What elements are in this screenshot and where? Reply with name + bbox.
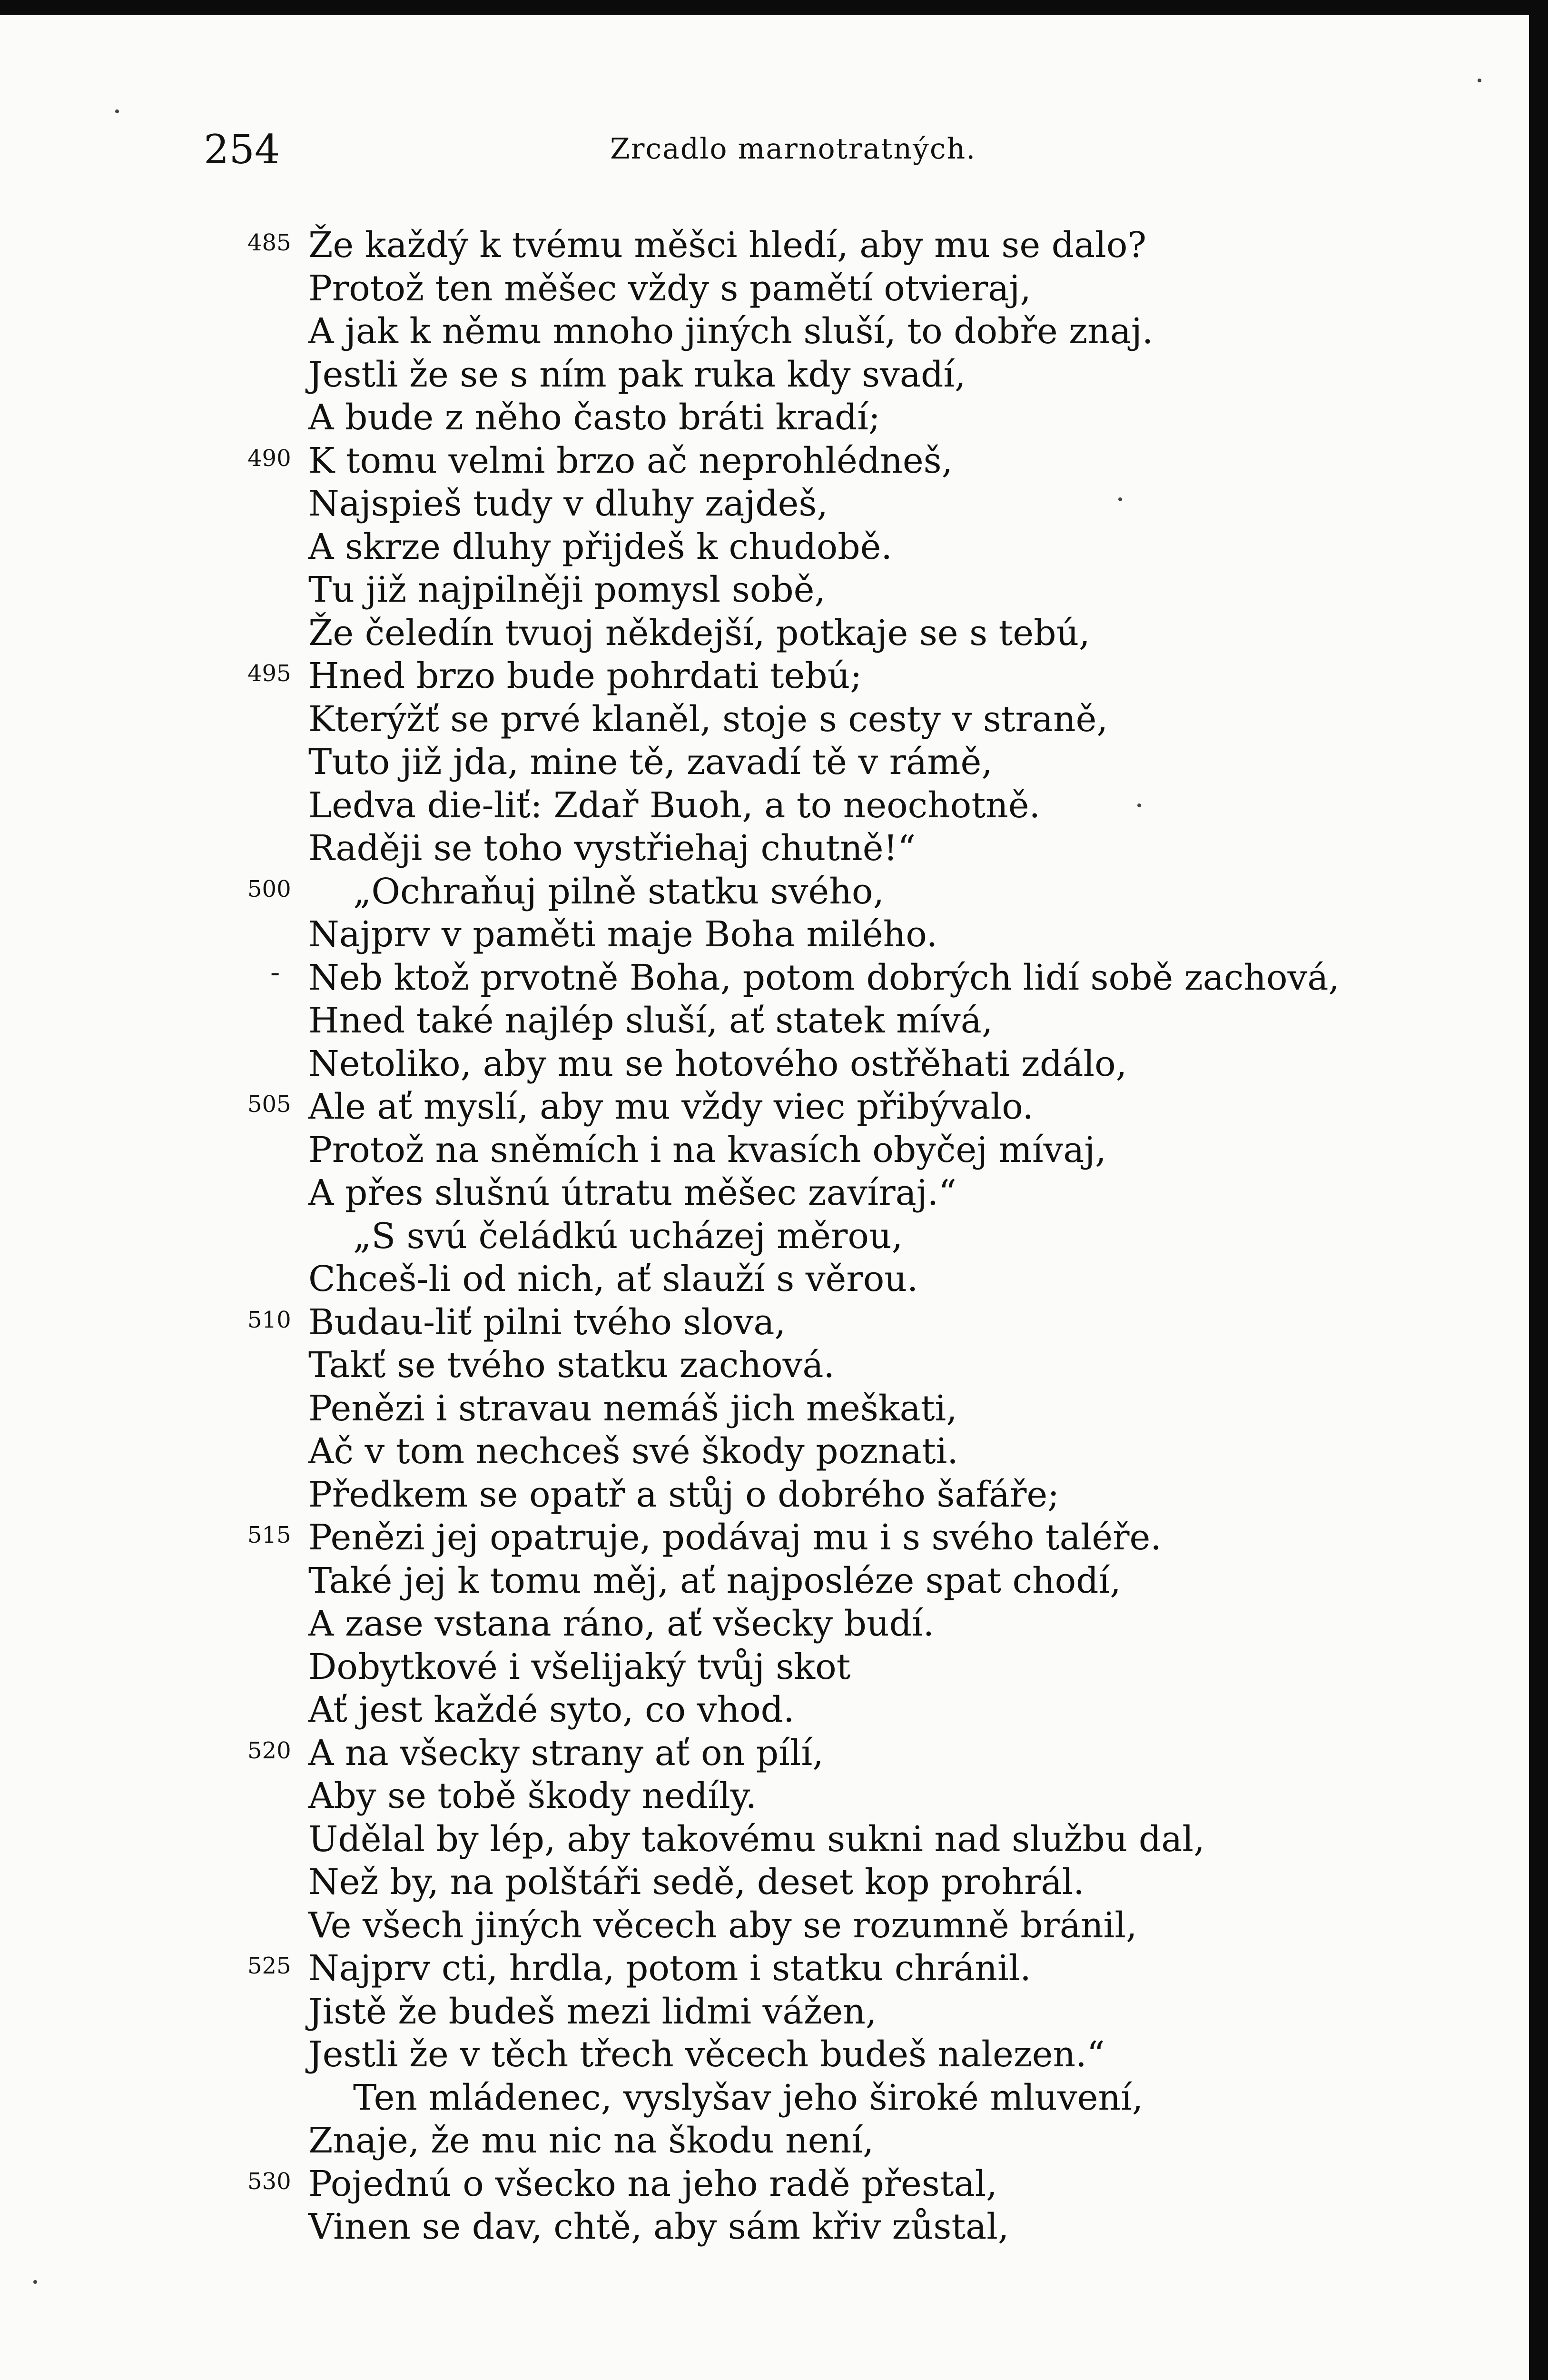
verse-line bbox=[0, 1688, 1548, 1732]
verse-line bbox=[0, 526, 1548, 569]
verse-line bbox=[0, 2076, 1548, 2120]
verse-text: Znaje, že mu nic na škodu není, bbox=[308, 2120, 874, 2161]
paper-speck bbox=[115, 109, 119, 113]
verse-text: A bude z něho často bráti kradí; bbox=[308, 397, 880, 438]
verse-line bbox=[0, 1387, 1548, 1430]
verse-text: Že čeledín tvuoj někdejší, potkaje se s tebú, bbox=[308, 612, 1090, 654]
verse-text: „Ochraňuj pilně statku svého, bbox=[353, 871, 884, 912]
verse-line bbox=[0, 1732, 1548, 1775]
verse-text: „S svú čeládkú ucházej měrou, bbox=[353, 1215, 903, 1257]
line-marker: - bbox=[270, 955, 280, 989]
verse-text: Penězi jej opatruje, podávaj mu i s svého taléře. bbox=[308, 1517, 1162, 1558]
verse-text: Protož ten měšec vždy s pamětí otvieraj, bbox=[308, 268, 1031, 309]
verse-text: Jestli že v těch třech věcech budeš nalezen.“ bbox=[308, 2034, 1105, 2075]
verse-text: A zase vstana ráno, ať všecky budí. bbox=[308, 1603, 935, 1644]
verse-line bbox=[0, 1775, 1548, 1818]
verse-line bbox=[0, 267, 1548, 310]
verse-text: Takť se tvého statku zachová. bbox=[308, 1345, 835, 1386]
verse-text: A na všecky strany ať on pílí, bbox=[308, 1732, 824, 1774]
verse-line bbox=[0, 224, 1548, 267]
verse-text: Najspieš tudy v dluhy zajdeš, bbox=[308, 483, 828, 524]
verse-text: Než by, na polštáři sedě, deset kop prohrál. bbox=[308, 1862, 1085, 1903]
line-number: 505 bbox=[247, 1091, 291, 1118]
verse-text: Ten mládenec, vyslyšav jeho široké mluvení, bbox=[353, 2077, 1144, 2118]
verse-text: Pojednú o všecko na jeho radě přestal, bbox=[308, 2163, 997, 2204]
verse-line bbox=[0, 870, 1548, 913]
verse-text: Aby se tobě škody nedíly. bbox=[308, 1775, 757, 1816]
verse-line bbox=[0, 741, 1548, 784]
verse-text: Ledva die-liť: Zdař Buoh, a to neochotně. bbox=[308, 784, 1041, 826]
verse-text: A skrze dluhy přijdeš k chudobě. bbox=[308, 526, 892, 567]
verse-text: Jestli že se s ním pak ruka kdy svadí, bbox=[308, 354, 966, 395]
verse-line bbox=[0, 1818, 1548, 1861]
line-number: 510 bbox=[247, 1306, 291, 1333]
verse-line bbox=[0, 1430, 1548, 1473]
verse-text: Vinen se dav, chtě, aby sám křiv zůstal, bbox=[308, 2206, 1009, 2247]
verse-line bbox=[0, 1516, 1548, 1559]
verse-line bbox=[0, 784, 1548, 827]
verse-line bbox=[0, 1215, 1548, 1258]
verse-line bbox=[0, 1129, 1548, 1172]
verse-text: Kterýžť se prvé klaněl, stoje s cesty v straně, bbox=[308, 698, 1108, 740]
verse-text: Najprv cti, hrdla, potom i statku chránil. bbox=[308, 1948, 1031, 1989]
verse-text: Tuto již jda, mine tě, zavadí tě v rámě, bbox=[308, 742, 993, 783]
verse-line bbox=[0, 698, 1548, 741]
verse-line bbox=[0, 1990, 1548, 2033]
verse-text: Neb ktož prvotně Boha, potom dobrých lidí sobě zachová, bbox=[308, 957, 1340, 998]
verse-text: Raději se toho vystřiehaj chutně!“ bbox=[308, 828, 916, 869]
verse-line bbox=[0, 1904, 1548, 1947]
verse-line bbox=[0, 612, 1548, 655]
running-title: Zrcadlo marnotratných. bbox=[610, 132, 976, 166]
verse-line bbox=[0, 1171, 1548, 1215]
verse-text: Také jej k tomu měj, ať najposléze spat chodí, bbox=[308, 1560, 1121, 1601]
page-number: 254 bbox=[204, 126, 280, 173]
verse-line bbox=[0, 439, 1548, 483]
verse-text: Ač v tom nechceš své škody poznati. bbox=[308, 1431, 958, 1472]
verse-text: K tomu velmi brzo ač neprohlédneš, bbox=[308, 440, 953, 481]
verse-line bbox=[0, 1947, 1548, 1990]
paper-speck bbox=[1478, 79, 1481, 82]
verse-line bbox=[0, 1258, 1548, 1301]
verse-text: Ať jest každé syto, co vhod. bbox=[308, 1689, 795, 1730]
verse-text: Chceš-li od nich, ať slauží s věrou. bbox=[308, 1259, 918, 1299]
verse-text: Dobytkové i všelijaký tvůj skot bbox=[308, 1646, 851, 1687]
verse-text: Netoliko, aby mu se hotového ostřěhati zdálo, bbox=[308, 1043, 1127, 1084]
verse-line bbox=[0, 654, 1548, 698]
verse-text: Hned brzo bude pohrdati tebú; bbox=[308, 655, 862, 696]
verse-line bbox=[0, 310, 1548, 353]
verse-text: Udělal by lép, aby takovému sukni nad službu dal, bbox=[308, 1818, 1205, 1860]
verse-line bbox=[0, 1085, 1548, 1129]
verse-block bbox=[0, 224, 1548, 2249]
verse-text: Ve všech jiných věcech aby se rozumně bránil, bbox=[308, 1904, 1137, 1946]
verse-line bbox=[0, 1042, 1548, 1086]
verse-line bbox=[0, 1861, 1548, 1904]
verse-line bbox=[0, 2033, 1548, 2076]
verse-line bbox=[0, 956, 1548, 1000]
verse-text: Budau-liť pilni tvého slova, bbox=[308, 1301, 786, 1343]
line-number: 495 bbox=[247, 660, 291, 687]
verse-line bbox=[0, 1301, 1548, 1344]
verse-line bbox=[0, 2162, 1548, 2206]
verse-text: Najprv v paměti maje Boha milého. bbox=[308, 914, 938, 955]
verse-line bbox=[0, 913, 1548, 956]
verse-line bbox=[0, 1602, 1548, 1646]
verse-line bbox=[0, 1646, 1548, 1689]
verse-line bbox=[0, 1473, 1548, 1517]
verse-text: A jak k němu mnoho jiných sluší, to dobře znaj. bbox=[308, 311, 1154, 352]
line-number: 515 bbox=[247, 1522, 291, 1548]
verse-text: Tu již najpilněji pomysl sobě, bbox=[308, 569, 826, 610]
verse-line bbox=[0, 999, 1548, 1042]
line-number: 530 bbox=[247, 2168, 291, 2195]
verse-text: Penězi i stravau nemáš jich meškati, bbox=[308, 1388, 957, 1429]
verse-line bbox=[0, 1559, 1548, 1603]
verse-line bbox=[0, 2119, 1548, 2162]
verse-text: Že každý k tvému měšci hledí, aby mu se dalo? bbox=[308, 225, 1147, 266]
line-number: 525 bbox=[247, 1953, 291, 1979]
verse-line bbox=[0, 482, 1548, 526]
paper-speck bbox=[33, 2280, 37, 2284]
verse-text: Ale ať myslí, aby mu vždy viec přibývalo. bbox=[308, 1086, 1034, 1127]
verse-line bbox=[0, 827, 1548, 870]
line-number: 500 bbox=[247, 875, 291, 902]
verse-text: Jistě že budeš mezi lidmi vážen, bbox=[308, 1991, 877, 2032]
scan-border-top bbox=[0, 0, 1548, 15]
verse-text: Protož na sněmích i na kvasích obyčej mívaj, bbox=[308, 1129, 1106, 1170]
verse-text: Předkem se opatř a stůj o dobrého šafáře; bbox=[308, 1474, 1060, 1515]
verse-line bbox=[0, 396, 1548, 439]
verse-line bbox=[0, 2205, 1548, 2249]
verse-line bbox=[0, 1344, 1548, 1387]
line-number: 490 bbox=[247, 445, 291, 472]
verse-text: A přes slušnú útratu měšec zavíraj.“ bbox=[308, 1172, 956, 1213]
verse-text: Hned také najlép sluší, ať statek mívá, bbox=[308, 1000, 993, 1041]
line-number: 520 bbox=[247, 1737, 291, 1764]
verse-line bbox=[0, 353, 1548, 397]
verse-line bbox=[0, 568, 1548, 612]
line-number: 485 bbox=[247, 229, 291, 256]
